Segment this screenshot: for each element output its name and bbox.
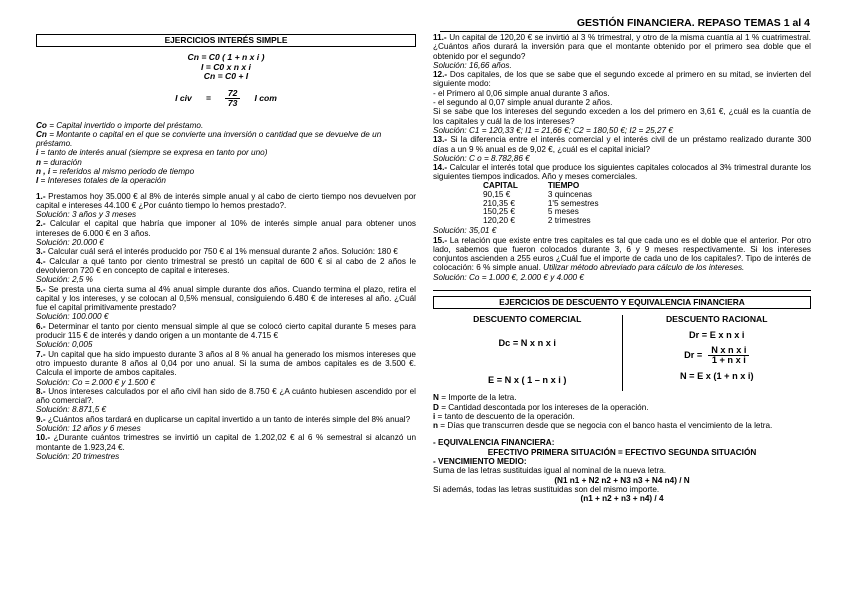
- table-row: 150,25 € 5 meses: [483, 207, 579, 217]
- exercise-text: Calcular cuál será el interés producido por 750 € al 1% mensual durante 2 años. Solución: 180 €: [47, 247, 398, 257]
- definitions: [36, 121, 416, 186]
- capital-table: [483, 182, 629, 227]
- rational-f2: Dr = $\frac{\text{N x n x i}}{\text{1 + n x i}}$: [623, 346, 812, 366]
- exercise-solution: Solución: 12 años y 6 meses: [36, 424, 141, 433]
- exercise-solution: Solución: 20 trimestres: [36, 451, 120, 461]
- exercise-solution: Solución: 16,66 años.: [433, 60, 512, 70]
- exercise-number: 11.-: [433, 33, 450, 42]
- exercise-line: - el Primero al 0,06 simple anual durante 3 años.: [433, 88, 610, 98]
- exercise-text: Calcular a qué tanto por ciento trimestral se prestó un capital de 600 € si al cabo de 2 años le devolvieron 720 € en concepto de capital e intereses.: [36, 256, 416, 275]
- ratio-den: 73: [227, 98, 238, 109]
- rational-discount: [623, 315, 812, 391]
- exercise-item: [36, 322, 416, 350]
- formula-2: I = C0 x n x i: [201, 61, 251, 72]
- ratio-fraction: [225, 89, 241, 109]
- exercise-number: 12.-: [433, 70, 450, 80]
- exercise-item: [36, 433, 416, 461]
- exercise-solution: Solución: 0,005: [36, 340, 93, 350]
- exercise-15: 15.- La relación que existe entre tres capitales es tal que cada uno es el doble que el anterior. Por otro lado, sabemos que fueron colocados durante 3, 6 y 9 meses respectivamente. Si los intereses conjuntos ascienden a 255 euros ¿Cuál fue el importe de cada uno de los capitales?. Tipo de interés de colocación: 6 % simple anual. Utilizar método abreviado para cálculo de los intereses. Solución: Co = 1.000 €, 2.000 € y 4.000 €: [433, 235, 812, 282]
- equiv-line-2: Si además, todas las letras sustituidas son del mismo importe.: [433, 484, 660, 494]
- equiv-h3: - VENCIMIENTO MEDIO:: [433, 457, 527, 467]
- def-item: N = Importe de la letra.: [433, 393, 517, 403]
- exercise-text: Si la diferencia entre el interés comercial y el interés civil de un préstamo realizado durante 300 días a un 9 % anual es de 9,02 €, ¿cuál es el capital inicial?: [433, 135, 811, 154]
- header-rule: [440, 31, 810, 32]
- col-capital: CAPITAL: [483, 180, 518, 190]
- equiv-h2: EFECTIVO PRIMERA SITUACIÓN = EFECTIVO SEGUNDA SITUACIÓN: [487, 447, 757, 457]
- def-item: D = Cantidad descontada por los intereses de la operación.: [433, 402, 649, 412]
- exercise-number: 5.-: [36, 284, 49, 294]
- exercise-item: [36, 285, 416, 322]
- table-row: 90,15 € 3 quincenas: [483, 189, 593, 199]
- exercise-solution: Solución: 100.000 €: [36, 312, 109, 322]
- col-tiempo: TIEMPO: [547, 180, 580, 190]
- equiv-h1: - EQUIVALENCIA FINANCIERA:: [433, 438, 555, 448]
- equiv-line-1: Suma de las letras sustituidas igual al nominal de la nueva letra.: [433, 466, 667, 476]
- exercise-solution: Solución: 3 años y 3 meses: [36, 210, 137, 220]
- exercise-item: [36, 387, 416, 415]
- exercise-item: [36, 247, 416, 256]
- exercise-item: [433, 163, 811, 182]
- exercise-text: Unos intereses calculados por el año civil han sido de 8.750 € ¿A cuánto hubiesen ascendido por el año comercial?.: [36, 386, 416, 406]
- exercise-number: 6.-: [36, 321, 49, 331]
- exercise-number: 2.-: [36, 219, 50, 229]
- exercise-text: ¿Cuántos años tardará en duplicarse un capital invertido a un tanto de interés simple del 8% anual?: [47, 414, 411, 424]
- page-header: GESTIÓN FINANCIERA. REPASO TEMAS 1 al 4: [576, 17, 810, 29]
- rational-title: DESCUENTO RACIONAL: [665, 314, 768, 325]
- def-item: i = tanto de interés anual (siempre se expresa en tanto por uno): [36, 148, 268, 158]
- simple-interest-title: EJERCICIOS INTERÉS SIMPLE: [36, 34, 416, 47]
- exercise-list-right: [433, 33, 811, 182]
- exercise-solution: Solución: 2,5 %: [36, 275, 93, 285]
- exercise-solution: Solución: 8.871,5 €: [36, 405, 107, 415]
- exercise-number: 13.-: [433, 135, 451, 145]
- ratio-left: I civ: [175, 93, 192, 104]
- ratio-num: 72: [225, 89, 241, 99]
- exercise-text: Dos capitales, de los que se sabe que el segundo excede al primero en su mitad, se invierten del siguiente modo:: [433, 70, 811, 89]
- civil-commercial-ratio: [36, 89, 416, 109]
- formula-3: Cn = C0 + I: [203, 70, 249, 81]
- commercial-f2: E = N x ( 1 – n x i ): [488, 374, 567, 385]
- exercise-solution: Solución: C o = 8.782,86 €: [433, 153, 530, 163]
- ratio-right: I com: [254, 93, 277, 104]
- exercise-number: 8.-: [36, 386, 49, 396]
- exercise-text: Calcular el interés total que produce los siguientes capitales colocados al 3% trimestral durante los siguientes tiempos indicados. Año y meses comerciales.: [433, 163, 812, 182]
- def-item: i = tanto de descuento de la operación.: [433, 411, 575, 421]
- solution-14: Solución: 35,01 €: [433, 226, 497, 236]
- discount-formulas: [433, 315, 811, 391]
- formula-block: [36, 53, 416, 81]
- discount-definitions: [433, 393, 811, 430]
- def-item: n = Días que transcurren desde que se negocia con el banco hasta el vencimiento de la letra.: [433, 421, 773, 431]
- equiv-formula-2: (n1 + n2 + n3 + n4) / 4: [580, 494, 664, 504]
- discount-title: EJERCICIOS DE DESCUENTO Y EQUIVALENCIA FINANCIERA: [433, 296, 811, 309]
- table-row: 120,20 € 2 trimestres: [483, 216, 591, 226]
- exercise-item: [36, 415, 416, 434]
- exercise-number: 3.-: [36, 247, 48, 257]
- exercise-item: [36, 257, 416, 285]
- exercise-item: [36, 350, 416, 387]
- right-column: [433, 33, 811, 504]
- exercise-number: 1.-: [36, 191, 49, 201]
- exercise-text: Se presta una cierta suma al 4% anual simple durante dos años. Cuando termina el plazo, retira el capital y los intereses, y se colocan al 0,5% mensual, consiguiendo 6.480 € de intereses al año. ¿Cuál fue el capital primitivamente prestado?: [36, 284, 416, 313]
- exercise-text: Calcular el capital que habría que imponer al 10% de interés simple anual para obtener unos intereses de 6.000 € en 3 años.: [36, 219, 416, 238]
- def-item: n , i = referidos al mismo periodo de tiempo: [36, 166, 195, 176]
- commercial-f1: Dc = N x n x i: [498, 337, 556, 348]
- commercial-title: DESCUENTO COMERCIAL: [473, 314, 582, 325]
- table-row: 210,35 € 1'5 semestres: [483, 198, 599, 208]
- exercise-number: 9.-: [36, 414, 48, 424]
- def-item: n = duración: [36, 157, 82, 167]
- formula-1: Cn = C0 ( 1 + n x i ): [187, 52, 265, 63]
- equivalence-section: [433, 438, 811, 466]
- section-rule: [433, 290, 811, 291]
- ratio-eq: =: [205, 93, 211, 104]
- exercise-item: [433, 70, 811, 135]
- exercise-item: [36, 219, 416, 247]
- rational-f3: N = E x (1 + n x i): [679, 370, 754, 381]
- equiv-formula-1: (N1 n1 + N2 n2 + N3 n3 + N4 n4) / N: [554, 475, 690, 485]
- left-column: [36, 34, 416, 461]
- rational-f1: Dr = E x n x i: [689, 329, 745, 340]
- exercise-item: [433, 33, 811, 70]
- exercise-solution: Solución: C1 = 120,33 €; I1 = 21,66 €; C2 = 180,50 €; I2 = 25,27 €: [433, 125, 673, 135]
- exercise-text: Un capital que ha sido impuesto durante 3 años al 8 % anual ha generado los mismos intereses que otro impuesto durante 8 años al 0,04 por uno anual. Si la suma de ambos capitales es de 3.500 €. Calcula el importe de ambos capitales.: [36, 349, 416, 378]
- exercise-number: 10.-: [36, 433, 54, 443]
- exercise-item: [36, 192, 416, 220]
- exercise-solution: Solución: 20.000 €: [36, 238, 104, 248]
- def-item: Cn = Montante o capital en el que se convierte una inversión o cantidad que se devuelve de un préstamo.: [36, 129, 382, 149]
- exercise-number: 14.-: [433, 163, 450, 173]
- exercise-number: 7.-: [36, 349, 49, 359]
- exercise-list-left: [36, 192, 416, 462]
- exercise-item: [433, 135, 811, 163]
- exercise-line: - el segundo al 0,07 simple anual durante 2 años.: [433, 98, 613, 108]
- def-item: I = Intereses totales de la operación: [36, 176, 166, 186]
- exercise-text: ¿Durante cuántos trimestres se invirtió un capital de 1.202,02 € al 6 % semestral si alcanzó un montante de 1.923,24 €.: [36, 433, 416, 452]
- exercise-solution: Solución: Co = 2.000 € y 1.500 €: [36, 377, 156, 387]
- exercise-text: Prestamos hoy 35.000 € al 8% de interés simple anual y al cabo de cierto tiempo nos devuelven por capital e intereses 44.100 € ¿Por cuánto tiempo lo hemos prestado?.: [36, 191, 416, 210]
- exercise-line: Si se sabe que los intereses del segundo exceden a los del primero en 3,61 €, ¿cuál es la cuantía de los capitales y cuál la de los intereses?: [433, 107, 811, 126]
- commercial-discount: [433, 315, 623, 391]
- exercise-number: 4.-: [36, 256, 50, 266]
- exercise-text: Un capital de 120,20 € se invirtió al 3 % trimestral, y otro de la misma cuantía al 1 % cuatrimestral. ¿Cuántos años durará la inversión para que el montante obtenido por el primero sea doble que el obtenido por el segundo?: [433, 33, 811, 61]
- def-item: Co = Capital invertido o importe del préstamo.: [36, 120, 204, 130]
- exercise-text: Determinar el tanto por ciento mensual simple al que se colocó cierto capital durante 5 meses para producir 115 € de interés y dando origen a un montante de 4.715 €: [36, 321, 416, 341]
